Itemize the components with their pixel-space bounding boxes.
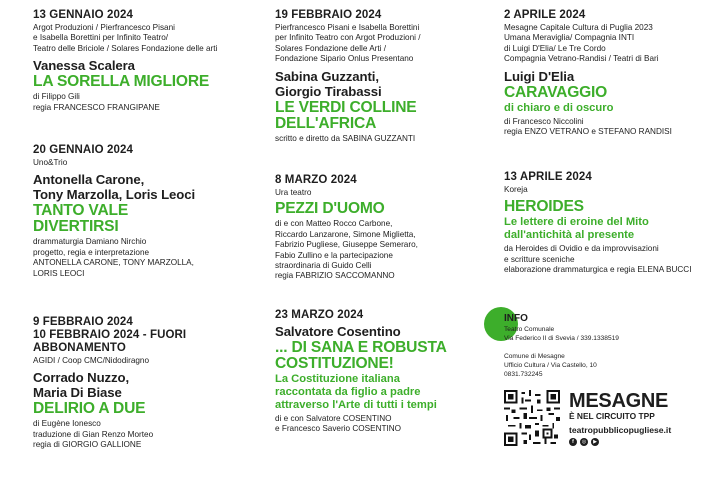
text-line: LA SORELLA MIGLIORE — [33, 73, 210, 91]
text-line: Salvatore Cosentino — [275, 324, 401, 339]
event-credits — [33, 92, 258, 113]
text-line: TANTO VALE — [33, 202, 129, 220]
event-date: 8 MARZO 2024 — [275, 174, 357, 186]
text-line: Tony Marzolla, Loris Leoci — [33, 187, 196, 203]
text-line: Compagnia Vetrano-Randisi / Teatri di Bari — [504, 54, 659, 64]
event-producers — [33, 158, 258, 168]
social-icons — [569, 438, 709, 446]
text-line: Corrado Nuzzo, — [33, 370, 130, 386]
text-line: Koreja — [504, 185, 528, 194]
text-line: Via Federico II di Svevia / 339.1338519 — [504, 335, 619, 342]
text-line: Comune di Mesagne — [504, 353, 565, 360]
event-8-marzo — [275, 174, 500, 282]
event-title — [504, 199, 714, 215]
text-line: Fondazione Sipario Onlus Presentano — [275, 54, 414, 64]
text-line: regia di GIORGIO GALLIONE — [33, 440, 142, 450]
text-line: regia FRANCESCO FRANGIPANE — [33, 102, 160, 112]
text-line: straordinaria di Guido Celli — [275, 261, 372, 271]
event-13-aprile — [504, 171, 714, 276]
text-line: 0831.732245 — [504, 371, 543, 378]
text-line: Uno&Trio — [33, 158, 68, 167]
event-credits — [504, 244, 714, 275]
event-19-febbraio — [275, 9, 500, 144]
event-subtitle — [275, 373, 500, 412]
event-20-gennaio — [33, 144, 258, 279]
facebook-icon[interactable]: f — [569, 438, 577, 446]
event-date: 9 FEBBRAIO 2024 — [33, 316, 133, 328]
event-date: 23 MARZO 2024 — [275, 309, 364, 321]
text-line: Teatro delle Briciole / Solares Fondazione delle arti — [33, 43, 218, 53]
event-credits — [33, 237, 258, 279]
event-cast — [504, 69, 714, 84]
event-title — [275, 340, 500, 372]
text-line: DELIRIO A DUE — [33, 400, 146, 418]
brand-subtitle: È NEL CIRCUITO TPP — [569, 411, 655, 421]
text-line: e Francesco Saverio COSENTINO — [275, 424, 402, 434]
event-credits — [275, 414, 500, 435]
event-title — [275, 100, 500, 132]
event-producers — [275, 188, 500, 198]
text-line: di chiaro e di oscuro — [504, 101, 614, 114]
text-line: ... DI SANA E ROBUSTA — [275, 339, 447, 356]
text-line: scritto e diretto da SABINA GUZZANTI — [275, 133, 416, 143]
text-line: regia FABRIZIO SACCOMANNO — [275, 271, 395, 281]
brand-block — [569, 391, 709, 446]
event-date-extra: 10 FEBBRAIO 2024 - FUORI ABBONAMENTO — [33, 329, 187, 354]
text-line: Mesagne Capitale Cultura di Puglia 2023 — [504, 23, 653, 32]
text-line: di Filippo Gili — [33, 92, 80, 102]
event-title — [33, 401, 258, 417]
text-line: LE VERDI COLLINE — [275, 98, 417, 116]
qr-code[interactable] — [504, 390, 560, 446]
text-line: DELL'AFRICA — [275, 114, 377, 132]
event-date: 2 APRILE 2024 — [504, 9, 586, 21]
text-line: attraverso l'Arte di tutti i tempi — [275, 399, 437, 411]
event-date: 19 FEBBRAIO 2024 — [275, 9, 382, 21]
event-subtitle — [504, 216, 714, 242]
text-line: di e con Salvatore COSENTINO — [275, 414, 392, 423]
text-line: traduzione di Gian Renzo Morteo — [33, 429, 154, 439]
info-lines — [504, 325, 714, 379]
text-line: AGIDI / Coop CMC/Nidodiragno — [33, 356, 150, 365]
event-credits — [33, 419, 258, 450]
event-cast — [275, 324, 500, 339]
text-line: Umana Meraviglia/ Compagnia INTI — [504, 33, 635, 43]
text-line: Vanessa Scalera — [33, 58, 135, 74]
text-line: COSTITUZIONE! — [275, 355, 394, 372]
text-line: Maria Di Biase — [33, 385, 122, 401]
text-line: Giorgio Tirabassi — [275, 83, 382, 99]
event-cast — [33, 370, 258, 400]
text-line: regia ENZO VETRANO e STEFANO RANDISI — [504, 127, 672, 137]
info-label: INFO — [504, 313, 528, 324]
text-line: Sabina Guzzanti, — [275, 68, 379, 84]
event-producers — [275, 23, 500, 65]
text-line: drammaturgia Damiano Nirchio — [33, 237, 147, 247]
text-line: elaborazione drammaturgica e regia ELENA BUCCI — [504, 265, 692, 275]
text-line: HEROIDES — [504, 198, 584, 216]
event-23-marzo — [275, 309, 500, 435]
event-cast — [33, 172, 258, 202]
event-2-aprile — [504, 9, 714, 137]
event-credits — [275, 219, 500, 281]
event-date: 20 GENNAIO 2024 — [33, 144, 133, 156]
text-line: da Heroides di Ovidio e da improvvisazioni — [504, 244, 659, 254]
text-line: di e con Matteo Rocco Carbone, — [275, 219, 393, 229]
text-line: ANTONELLA CARONE, TONY MARZOLLA, — [33, 258, 194, 268]
text-line: Fabio Zullino e la partecipazione — [275, 250, 393, 260]
event-title — [504, 85, 714, 101]
text-line: Antonella Carone, — [33, 172, 145, 188]
text-line: Teatro Comunale — [504, 326, 555, 333]
event-credits — [275, 134, 500, 144]
text-line: e scritture sceniche — [504, 254, 575, 264]
text-line: Riccardo Lanzarone, Simone Miglietta, — [275, 229, 416, 239]
event-producers — [33, 23, 258, 54]
text-line: raccontata da figlio a padre — [275, 386, 421, 398]
event-subtitle — [504, 102, 714, 115]
event-13-gennaio — [33, 9, 258, 113]
text-line: e Isabella Borettini per Infinito Teatro/ — [33, 33, 169, 43]
text-line: DIVERTIRSI — [33, 218, 119, 236]
text-line: Luigi D'Elia — [504, 68, 575, 84]
event-9-febbraio — [33, 316, 258, 451]
text-line: Fabrizio Pugliese, Giuseppe Semeraro, — [275, 240, 418, 250]
event-producers — [504, 23, 714, 65]
event-title — [33, 74, 258, 90]
youtube-icon[interactable]: ▶ — [591, 438, 599, 446]
text-line: dall'antichità al presente — [504, 229, 635, 242]
text-line: CARAVAGGIO — [504, 83, 608, 101]
text-line: Ura teatro — [275, 188, 312, 197]
brand-url-link[interactable]: teatropubblicopugliese.it — [569, 425, 672, 435]
text-line: Solares Fondazione delle Arti / — [275, 43, 387, 53]
brand-title: MESAGNE — [569, 390, 669, 412]
text-line: Ufficio Cultura / Via Castello, 10 — [504, 362, 597, 369]
text-line: Argot Produzioni / Pierfrancesco Pisani — [33, 23, 175, 32]
event-date: 13 GENNAIO 2024 — [33, 9, 133, 21]
text-line: di Luigi D'Elia/ Le Tre Cordo — [504, 43, 606, 53]
text-line: Pierfrancesco Pisani e Isabella Borettini — [275, 23, 420, 32]
text-line: LORIS LEOCI — [33, 268, 85, 278]
event-producers — [504, 185, 714, 195]
text-line: PEZZI D'UOMO — [275, 200, 385, 218]
text-line: per Infinito Teatro con Argot Produzioni / — [275, 33, 421, 43]
text-line — [504, 343, 714, 352]
event-title — [33, 203, 258, 235]
info-block — [504, 313, 714, 379]
event-date: 13 APRILE 2024 — [504, 171, 592, 183]
event-cast — [33, 58, 258, 73]
text-line: di Francesco Niccolini — [504, 116, 584, 126]
event-title — [275, 201, 500, 217]
event-credits — [504, 117, 714, 138]
instagram-icon[interactable]: ◎ — [581, 439, 587, 445]
text-line: di Eugène Ionesco — [33, 419, 101, 429]
event-cast — [275, 69, 500, 99]
text-line: Le lettere di eroine del Mito — [504, 216, 649, 229]
event-producers — [33, 356, 258, 366]
text-line: progetto, regia e interpretazione — [33, 247, 150, 257]
text-line: La Costituzione italiana — [275, 373, 400, 385]
